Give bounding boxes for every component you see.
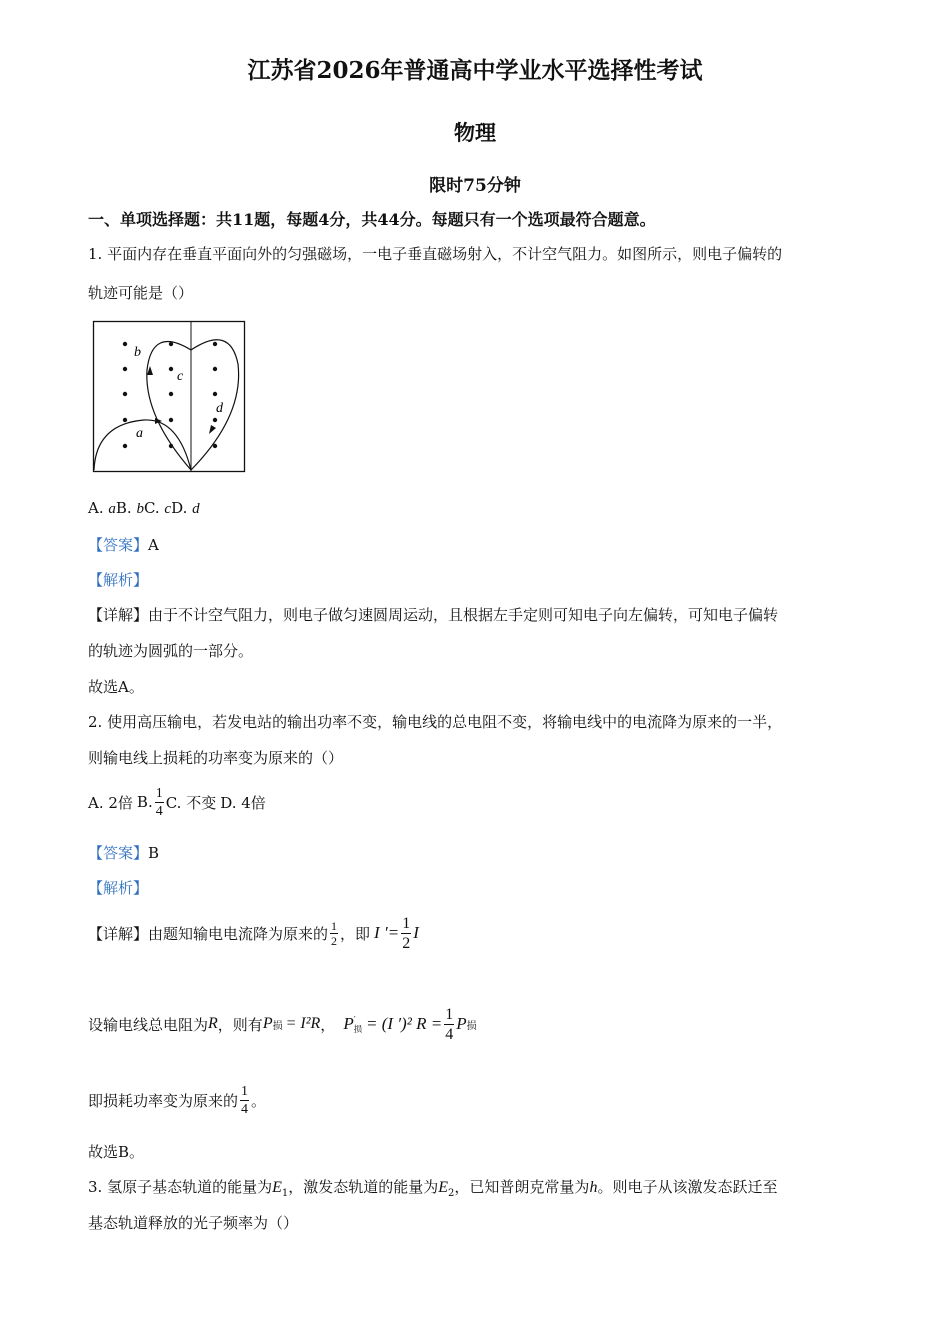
q2-eq2-sub: 损 [272, 1020, 283, 1032]
q2-line3-end: 。 [251, 1091, 267, 1110]
q2-options [88, 780, 266, 824]
q1-stem-line2: 轨迹可能是（） [88, 284, 194, 302]
q2-analysis-tag: 【解析】 [88, 879, 149, 897]
q2-eq2-comma: ， [320, 1015, 336, 1034]
q2-eq2-rhs: = I²R [285, 1015, 321, 1032]
label-b: b [134, 345, 141, 360]
q1-detail-line1 [88, 604, 778, 625]
q2-eq1-rhs: I [413, 923, 419, 942]
q2-eq1-lhs: I ′ [374, 923, 388, 942]
q1-magnetic-field-figure [92, 320, 248, 474]
section-heading: 一、单项选择题：共11题，每题4分，共44分。每题只有一个选项最符合题意。 [88, 210, 656, 229]
q1-analysis-tag: 【解析】 [88, 571, 149, 589]
q2-option-b-den: 4 [155, 803, 163, 819]
q1-option-b-prefix: B. [115, 499, 137, 517]
q2-stem-line2: 则输电线上损耗的功率变为原来的（） [88, 749, 344, 767]
q2-eq3-num: 1 [445, 1005, 454, 1023]
label-d: d [216, 401, 223, 416]
q2-option-a: A. 2倍 [88, 793, 133, 812]
q2-detail-line1 [88, 910, 419, 956]
q1-stem-line1: 1. 平面内存在垂直平面向外的匀强磁场，一电子垂直磁场射入，不计空气阻力。如图所示，则电子偏转的 [88, 245, 783, 263]
q2-half-num: 1 [331, 918, 338, 933]
q2-half-fraction [330, 919, 338, 948]
q2-stem-line1: 2. 使用高压输电，若发电站的输出功率不变，输电线的总电阻不变，将输电线中的电流降为原来的一半， [88, 713, 783, 731]
q3-e2: E [438, 1179, 449, 1196]
q2-detail-text: 由题知输电电流降为原来的 [148, 924, 329, 943]
q1-detail-text: 由于不计空气阻力，则电子做匀速圆周运动，且根据左手定则可知电子向左偏转，可知电子偏转 [148, 606, 779, 624]
q2-option-b-fraction [155, 785, 164, 820]
q2-line2-pre: 设输电线总电阻为 [88, 1015, 209, 1034]
q1-option-a-prefix: A. [88, 499, 109, 517]
q3-e2-sub: 2 [448, 1188, 455, 1199]
q2-eq1-num: 1 [402, 914, 411, 932]
q1-options [88, 499, 200, 518]
time-limit: 限时75分钟 [429, 176, 521, 196]
q2-line3-num: 1 [241, 1083, 249, 1099]
q2-line3-pre: 即损耗功率变为原来的 [88, 1091, 239, 1110]
label-c: c [177, 369, 184, 384]
q2-line2-mid: ，则有 [217, 1015, 263, 1034]
q2-eq3-fraction [444, 1005, 454, 1044]
q2-option-d: D. 4倍 [220, 793, 266, 812]
q2-eq3-rhs-sub: 损 [466, 1020, 477, 1032]
q2-answer [88, 842, 159, 863]
q2-eq2-p: P [262, 1015, 273, 1032]
q2-option-b-num: 1 [155, 785, 163, 801]
q1-answer-value: A [148, 536, 159, 554]
q1-option-a: a [108, 501, 116, 517]
q3-stem-p1: 3. 氢原子基态轨道的能量为 [88, 1178, 273, 1196]
q3-e1: E [272, 1179, 282, 1196]
q2-eq1-den: 2 [402, 934, 411, 952]
q2-line3-den: 4 [241, 1101, 249, 1117]
q1-option-c-prefix: C. [143, 499, 165, 517]
q2-eq3-den: 4 [445, 1025, 454, 1043]
q2-line2-r: R [208, 1015, 218, 1032]
q2-eq3-rhs: P [456, 1014, 467, 1033]
q1-option-d-prefix: D. [171, 499, 193, 517]
q2-line3-fraction [240, 1083, 249, 1118]
q3-stem-line1 [88, 1176, 777, 1199]
subject-title: 物理 [454, 120, 496, 145]
q2-eq3-p: P [343, 1014, 354, 1033]
q1-detail-tag: 【详解】 [88, 606, 149, 624]
q1-option-d: d [192, 501, 200, 517]
q2-answer-value: B [148, 844, 160, 862]
q2-eq3-prime: ′ [353, 1014, 356, 1024]
q2-half-den: 2 [331, 933, 338, 948]
q2-conclusion: 故选B。 [88, 1143, 145, 1161]
q1-detail-line2: 的轨迹为圆弧的一部分。 [88, 642, 254, 660]
q2-detail-sep: ，即 [340, 924, 371, 943]
track-d [191, 340, 239, 470]
q2-eq3-mid: = (I ′)² R = [366, 1014, 443, 1033]
q2-option-c: C. 不变 [165, 793, 217, 812]
q3-h: h [589, 1179, 598, 1196]
q1-answer-tag: 【答案】 [88, 536, 149, 554]
q2-detail-tag: 【详解】 [88, 924, 149, 943]
q1-option-c: c [164, 501, 172, 517]
q1-answer [88, 534, 159, 555]
label-a: a [136, 426, 143, 441]
track-d-arrow [209, 425, 216, 434]
q2-detail-line2 [88, 1000, 477, 1048]
q2-detail-line3 [88, 1078, 266, 1122]
q2-eq1-fraction [401, 914, 411, 953]
q3-stem-p4: 。则电子从该激发态跃迁至 [597, 1178, 778, 1196]
q2-option-b-prefix: B. [136, 793, 153, 811]
q1-conclusion: 故选A。 [88, 678, 144, 696]
q2-answer-tag: 【答案】 [88, 844, 149, 862]
q3-e1-sub: 1 [281, 1188, 289, 1199]
q1-option-b: b [136, 501, 144, 517]
q2-eq3-sub: 损 [353, 1024, 363, 1034]
exam-title: 江苏省2026年普通高中学业水平选择性考试 [247, 57, 703, 84]
q2-eq1-eq: = [388, 923, 399, 942]
q3-stem-p3: ，已知普朗克常量为 [454, 1178, 590, 1196]
q3-stem-p2: ，激发态轨道的能量为 [288, 1178, 439, 1196]
q3-stem-line2: 基态轨道释放的光子频率为（） [88, 1214, 299, 1232]
